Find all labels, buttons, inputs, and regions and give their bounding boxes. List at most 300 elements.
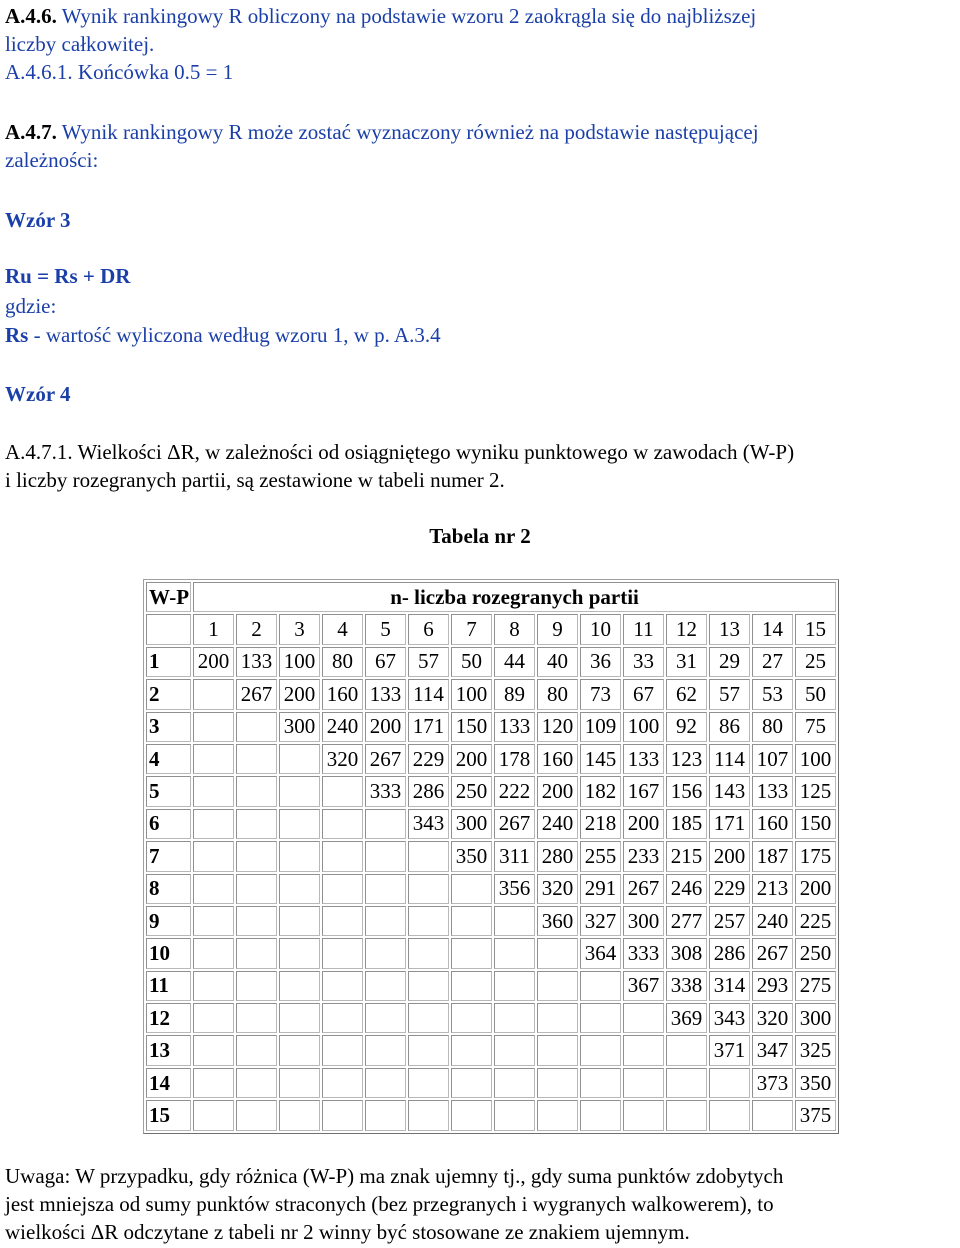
table-cell: 300: [795, 1003, 836, 1033]
table-cell: 275: [795, 971, 836, 1001]
table-cell: [451, 1003, 492, 1033]
table-cell: 347: [752, 1035, 793, 1065]
table-cell: [322, 776, 363, 806]
table-cell: 343: [408, 809, 449, 839]
table-cell: 200: [193, 647, 234, 677]
table-cell: 145: [580, 744, 621, 774]
table-cell: 267: [752, 938, 793, 968]
table-cell: [236, 1068, 277, 1098]
table-cell: [193, 906, 234, 936]
table-cell: 200: [709, 841, 750, 871]
column-number: 5: [365, 614, 406, 644]
table-cell: [451, 1100, 492, 1130]
table-cell: [494, 1035, 535, 1065]
table-cell: 200: [623, 809, 664, 839]
rs-text: - wartość wyliczona według wzoru 1, w p. A.3.4: [28, 323, 441, 347]
table-cell: 229: [408, 744, 449, 774]
row-wp-label: 11: [146, 971, 191, 1001]
table-cell: 33: [623, 647, 664, 677]
table-cell: 240: [322, 712, 363, 742]
table-cell: [623, 1003, 664, 1033]
table-row: [146, 744, 836, 774]
table-cell: [193, 841, 234, 871]
table-cell: 200: [537, 776, 578, 806]
table-cell: 171: [408, 712, 449, 742]
table-cell: 314: [709, 971, 750, 1001]
section-a47-code: A.4.7.: [5, 120, 57, 144]
table-cell: [322, 874, 363, 904]
table-cell: [537, 1035, 578, 1065]
table-cell: 86: [709, 712, 750, 742]
column-number: 7: [451, 614, 492, 644]
table-cell: 100: [795, 744, 836, 774]
table-cell: [494, 1003, 535, 1033]
table-cell: 27: [752, 647, 793, 677]
table-cell: 100: [279, 647, 320, 677]
table-cell: 178: [494, 744, 535, 774]
table-cell: 31: [666, 647, 707, 677]
columns-title: n- liczba rozegranych partii: [193, 582, 836, 612]
table-cell: [193, 776, 234, 806]
table-cell: [279, 841, 320, 871]
table-cell: [580, 1035, 621, 1065]
row-wp-label: 1: [146, 647, 191, 677]
table-cell: [322, 1035, 363, 1065]
column-number: 2: [236, 614, 277, 644]
table-cell: [494, 971, 535, 1001]
table-cell: 222: [494, 776, 535, 806]
table-cell: [236, 776, 277, 806]
table-cell: [709, 1068, 750, 1098]
table-cell: 100: [623, 712, 664, 742]
note-line2: jest mniejsza od sumy punktów straconych (bez przegranych i wygranych walkowerem), to: [5, 1192, 774, 1216]
table-cell: [322, 971, 363, 1001]
table-cell: [279, 809, 320, 839]
table-cell: 57: [709, 679, 750, 709]
table-cell: 200: [795, 874, 836, 904]
table-cell: [494, 1100, 535, 1130]
table-cell: 286: [709, 938, 750, 968]
table-cell: [623, 1100, 664, 1130]
table-cell: [580, 1003, 621, 1033]
column-number: 9: [537, 614, 578, 644]
table-cell: 100: [451, 679, 492, 709]
table-cell: 150: [795, 809, 836, 839]
table-cell: 267: [623, 874, 664, 904]
column-number: 10: [580, 614, 621, 644]
table-cell: [193, 712, 234, 742]
table-cell: [365, 841, 406, 871]
table-cell: [408, 841, 449, 871]
table-cell: [408, 1003, 449, 1033]
table-cell: 364: [580, 938, 621, 968]
table-cell: [365, 938, 406, 968]
formula3-heading: Wzór 3: [5, 208, 71, 232]
table-cell: [580, 971, 621, 1001]
table-cell: 300: [623, 906, 664, 936]
table-cell: [236, 809, 277, 839]
table-cell: [408, 1100, 449, 1130]
formula3-rs-definition: [5, 321, 956, 349]
table-cell: [322, 906, 363, 936]
table-cell: 213: [752, 874, 793, 904]
table-cell: [623, 1035, 664, 1065]
table-row: [146, 712, 836, 742]
table-cell: 360: [537, 906, 578, 936]
formula4-heading: Wzór 4: [5, 382, 71, 406]
table-cell: 25: [795, 647, 836, 677]
table-cell: 320: [322, 744, 363, 774]
column-number: 3: [279, 614, 320, 644]
row-wp-label: 15: [146, 1100, 191, 1130]
table-cell: 255: [580, 841, 621, 871]
table-cell: 114: [408, 679, 449, 709]
table-cell: 311: [494, 841, 535, 871]
table-cell: 338: [666, 971, 707, 1001]
table-cell: 160: [322, 679, 363, 709]
column-number: 1: [193, 614, 234, 644]
table-cell: [193, 938, 234, 968]
table-cell: 143: [709, 776, 750, 806]
table-cell: 250: [451, 776, 492, 806]
formula3-where: gdzie:: [5, 294, 57, 318]
table-cell: [365, 809, 406, 839]
table-cell: 229: [709, 874, 750, 904]
table-cell: 50: [795, 679, 836, 709]
section-a471-line1: A.4.7.1. Wielkości ΔR, w zależności od osiągniętego wyniku punktowego w zawodach (W-P): [5, 440, 795, 464]
table-cell: 160: [537, 744, 578, 774]
table-cell: 62: [666, 679, 707, 709]
column-number: 8: [494, 614, 535, 644]
table-cell: 36: [580, 647, 621, 677]
table-cell: [365, 971, 406, 1001]
table-cell: 240: [752, 906, 793, 936]
ranking-table-wrapper: [143, 579, 839, 1134]
table-cell: 333: [623, 938, 664, 968]
table-cell: 333: [365, 776, 406, 806]
table-row: [146, 971, 836, 1001]
row-wp-label: 8: [146, 874, 191, 904]
table-cell: [451, 1068, 492, 1098]
table-cell: [279, 1003, 320, 1033]
table-cell: [193, 1068, 234, 1098]
column-number: 15: [795, 614, 836, 644]
table-cell: [322, 809, 363, 839]
table-cell: 293: [752, 971, 793, 1001]
table-cell: 291: [580, 874, 621, 904]
table-row: [146, 938, 836, 968]
table-cell: 218: [580, 809, 621, 839]
table-cell: [365, 1100, 406, 1130]
table-row: [146, 1035, 836, 1065]
column-number: 13: [709, 614, 750, 644]
table-cell: [666, 1100, 707, 1130]
table-row: [146, 874, 836, 904]
table-cell: [365, 1068, 406, 1098]
table-cell: [322, 1100, 363, 1130]
table-cell: 40: [537, 647, 578, 677]
table-cell: [193, 744, 234, 774]
section-a46-text: Wynik rankingowy R obliczony na podstawie wzoru 2 zaokrągla się do najbliższej: [61, 4, 757, 28]
table-cell: 267: [236, 679, 277, 709]
table-cell: [279, 744, 320, 774]
row-wp-label: 6: [146, 809, 191, 839]
table-cell: [279, 1068, 320, 1098]
row-wp-label: 12: [146, 1003, 191, 1033]
table-cell: 267: [365, 744, 406, 774]
table-cell: 350: [451, 841, 492, 871]
table-cell: 171: [709, 809, 750, 839]
table-cell: [408, 1035, 449, 1065]
table-cell: 250: [795, 938, 836, 968]
table-cell: 67: [623, 679, 664, 709]
table-cell: [279, 776, 320, 806]
table-cell: 75: [795, 712, 836, 742]
section-a471: [5, 438, 956, 494]
formula3-equation: Ru = Rs + DR: [5, 264, 131, 288]
table-cell: [451, 906, 492, 936]
table-cell: [666, 1068, 707, 1098]
section-a47: [5, 118, 956, 174]
column-number: 6: [408, 614, 449, 644]
table-cell: [322, 1003, 363, 1033]
table-cell: [236, 874, 277, 904]
table-cell: [365, 1035, 406, 1065]
note-line3: wielkości ΔR odczytane z tabeli nr 2 winny być stosowane ze znakiem ujemnym.: [5, 1220, 690, 1244]
row-wp-label: 14: [146, 1068, 191, 1098]
table-cell: 73: [580, 679, 621, 709]
table-cell: [494, 906, 535, 936]
table-cell: 160: [752, 809, 793, 839]
table-row: [146, 647, 836, 677]
table-cell: [537, 1068, 578, 1098]
section-a46-text2: liczby całkowitej.: [5, 32, 155, 56]
table-cell: 369: [666, 1003, 707, 1033]
table-cell: [193, 1003, 234, 1033]
table-cell: 123: [666, 744, 707, 774]
table-cell: [580, 1100, 621, 1130]
table-cell: [193, 874, 234, 904]
row-wp-label: 10: [146, 938, 191, 968]
table-cell: [193, 1035, 234, 1065]
column-number: 11: [623, 614, 664, 644]
table-cell: [408, 938, 449, 968]
table-row: [146, 841, 836, 871]
table-cell: [279, 1100, 320, 1130]
column-number: 12: [666, 614, 707, 644]
table-cell: 356: [494, 874, 535, 904]
table-cell: 53: [752, 679, 793, 709]
table-cell: [322, 1068, 363, 1098]
table-row: [146, 906, 836, 936]
note-line1: Uwaga: W przypadku, gdy różnica (W-P) ma znak ujemny tj., gdy suma punktów zdobytych: [5, 1164, 784, 1188]
table-row: [146, 1100, 836, 1130]
row-wp-label: 2: [146, 679, 191, 709]
table-cell: [236, 971, 277, 1001]
table-cell: 325: [795, 1035, 836, 1065]
table-cell: [451, 1035, 492, 1065]
row-wp-label: 9: [146, 906, 191, 936]
section-a461: A.4.6.1. Końcówka 0.5 = 1: [5, 60, 234, 84]
table-cell: [322, 938, 363, 968]
table-cell: [494, 938, 535, 968]
ranking-table: [143, 579, 839, 1134]
table-cell: 371: [709, 1035, 750, 1065]
table-cell: [365, 906, 406, 936]
table-cell: [623, 1068, 664, 1098]
table-cell: 300: [451, 809, 492, 839]
table-cell: 200: [451, 744, 492, 774]
table-cell: 133: [494, 712, 535, 742]
table-row: [146, 679, 836, 709]
section-a46: [5, 2, 956, 86]
table-cell: [408, 906, 449, 936]
table-cell: 80: [752, 712, 793, 742]
table-cell: [666, 1035, 707, 1065]
table-cell: 107: [752, 744, 793, 774]
table-cell: 167: [623, 776, 664, 806]
corner-label: W-P: [146, 582, 191, 612]
table-cell: [193, 971, 234, 1001]
table-cell: 215: [666, 841, 707, 871]
table-cell: 150: [451, 712, 492, 742]
table-cell: 257: [709, 906, 750, 936]
table-cell: 133: [236, 647, 277, 677]
table-cell: [236, 1003, 277, 1033]
table-cell: [236, 744, 277, 774]
table-cell: [279, 874, 320, 904]
table-title-row: [146, 582, 836, 612]
table-cell: 50: [451, 647, 492, 677]
table-cell: [408, 971, 449, 1001]
table-cell: 375: [795, 1100, 836, 1130]
table-cell: 350: [795, 1068, 836, 1098]
table-cell: 182: [580, 776, 621, 806]
table-cell: 29: [709, 647, 750, 677]
table-cell: [537, 1003, 578, 1033]
table-cell: [322, 841, 363, 871]
table-cell: [193, 679, 234, 709]
section-a47-text: Wynik rankingowy R może zostać wyznaczony również na podstawie następującej: [61, 120, 759, 144]
table-cell: 246: [666, 874, 707, 904]
table-cell: 133: [365, 679, 406, 709]
table-cell: [236, 1100, 277, 1130]
table-cell: [236, 841, 277, 871]
table-cell: [193, 809, 234, 839]
table-cell: 308: [666, 938, 707, 968]
table-cell: 373: [752, 1068, 793, 1098]
table-cell: 327: [580, 906, 621, 936]
table-cell: 225: [795, 906, 836, 936]
table-cell: 114: [709, 744, 750, 774]
column-number: 14: [752, 614, 793, 644]
table-cell: [365, 1003, 406, 1033]
table-cell: [408, 874, 449, 904]
table-cell: 200: [365, 712, 406, 742]
table-cell: 120: [537, 712, 578, 742]
table-cell: 80: [322, 647, 363, 677]
row-wp-label: 4: [146, 744, 191, 774]
table-row: [146, 809, 836, 839]
table-cell: 280: [537, 841, 578, 871]
table-cell: 320: [752, 1003, 793, 1033]
section-a46-code: A.4.6.: [5, 4, 57, 28]
table-cell: 175: [795, 841, 836, 871]
table-cell: [236, 1035, 277, 1065]
table-caption: Tabela nr 2: [429, 524, 531, 548]
table-cell: 92: [666, 712, 707, 742]
table-cell: [537, 938, 578, 968]
table-row: [146, 1003, 836, 1033]
section-a471-line2: i liczby rozegranych partii, są zestawione w tabeli numer 2.: [5, 468, 505, 492]
table-cell: 109: [580, 712, 621, 742]
table-cell: [537, 1100, 578, 1130]
table-cell: 133: [623, 744, 664, 774]
table-cell: 57: [408, 647, 449, 677]
table-cell: [236, 938, 277, 968]
table-cell: [365, 874, 406, 904]
table-cell: [709, 1100, 750, 1130]
rs-label: Rs: [5, 323, 29, 347]
table-cell: 343: [709, 1003, 750, 1033]
table-cell: 125: [795, 776, 836, 806]
table-cell: [408, 1068, 449, 1098]
table-cell: [279, 1035, 320, 1065]
table-cell: 156: [666, 776, 707, 806]
table-cell: [236, 712, 277, 742]
table-row: [146, 776, 836, 806]
table-cell: [236, 906, 277, 936]
table-cell: [279, 906, 320, 936]
table-cell: 277: [666, 906, 707, 936]
table-cell: [752, 1100, 793, 1130]
table-cell: 267: [494, 809, 535, 839]
table-cell: [537, 971, 578, 1001]
table-cell: 89: [494, 679, 535, 709]
table-cell: [279, 938, 320, 968]
table-cell: 286: [408, 776, 449, 806]
table-cell: [451, 874, 492, 904]
row-wp-label: 7: [146, 841, 191, 871]
table-cell: 200: [279, 679, 320, 709]
table-cell: [451, 938, 492, 968]
table-cell: [193, 1100, 234, 1130]
table-cell: 133: [752, 776, 793, 806]
table-cell: [279, 971, 320, 1001]
table-cell: 367: [623, 971, 664, 1001]
row-wp-label: 13: [146, 1035, 191, 1065]
section-a47-text2: zależności:: [5, 148, 99, 172]
table-cell: 185: [666, 809, 707, 839]
table-row: [146, 1068, 836, 1098]
table-cell: 300: [279, 712, 320, 742]
row-wp-label: 3: [146, 712, 191, 742]
table-cell: 80: [537, 679, 578, 709]
table-cell: [494, 1068, 535, 1098]
table-cell: 240: [537, 809, 578, 839]
row-wp-label: 5: [146, 776, 191, 806]
empty-corner-cell: [146, 614, 191, 644]
column-number: 4: [322, 614, 363, 644]
table-cell: 233: [623, 841, 664, 871]
table-cell: 44: [494, 647, 535, 677]
note: [5, 1162, 956, 1246]
table-cell: 320: [537, 874, 578, 904]
table-cell: 187: [752, 841, 793, 871]
column-numbers-row: [146, 614, 836, 644]
table-cell: [451, 971, 492, 1001]
table-cell: [580, 1068, 621, 1098]
